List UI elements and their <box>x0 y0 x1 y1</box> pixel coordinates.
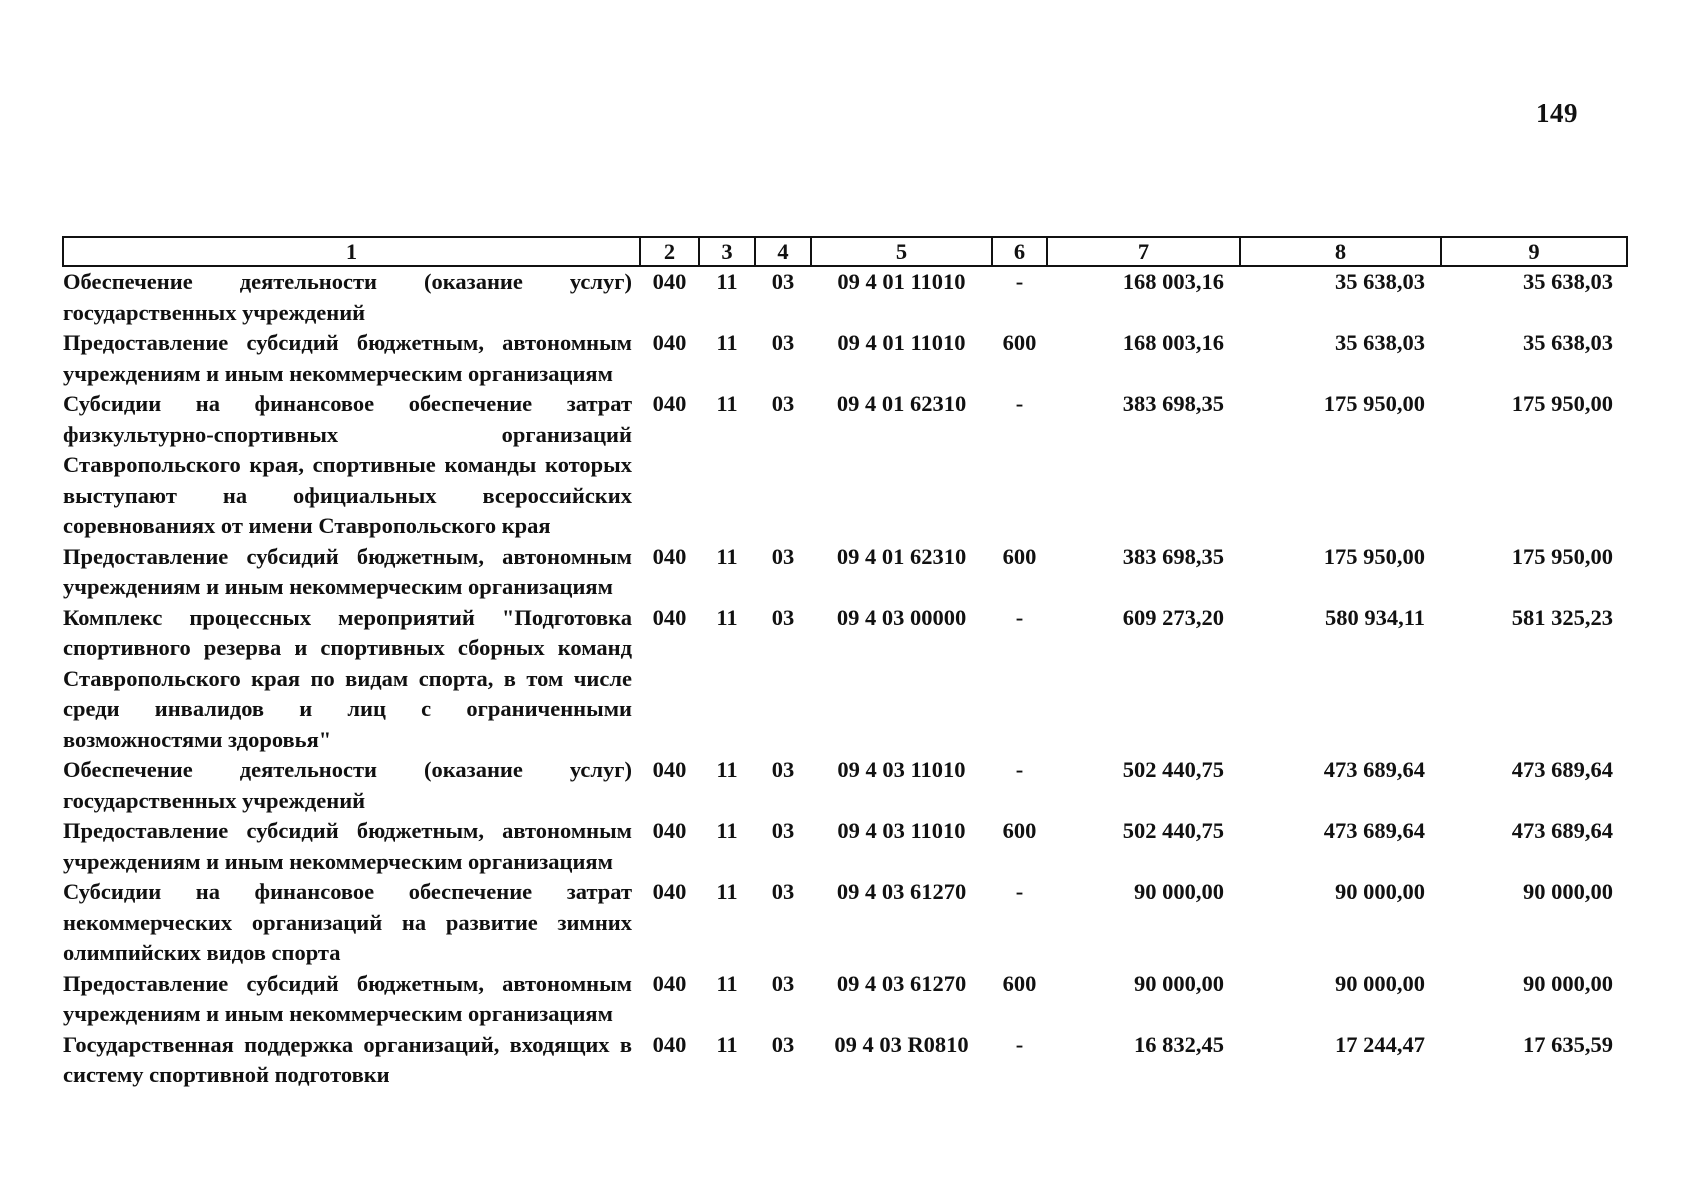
cell-col-2: 040 <box>652 879 687 904</box>
cell-col-3: 11 <box>716 330 738 355</box>
column-header: 8 <box>1240 237 1441 266</box>
cell-col-4: 03 <box>771 970 795 996</box>
cell-col-3: 11 <box>716 818 738 843</box>
table-row <box>63 328 1627 389</box>
cell-col-3: 11 <box>716 391 738 416</box>
column-header: 2 <box>640 237 699 266</box>
cell-col-9: 35 638,03 <box>1523 269 1613 294</box>
cell-col-9: 175 950,00 <box>1511 543 1613 569</box>
column-header: 6 <box>992 237 1047 266</box>
cell-col-6: 600 <box>1002 970 1037 996</box>
cell-col-4: 03 <box>771 604 795 630</box>
cell-col-6: 600 <box>1002 330 1037 355</box>
row-description: Субсидии на финансовое обеспечение затрат физкультурно-спортивных организаций Ставропольского края, спортивные команды которых выступают на официальных всероссийских соревнованиях от имени Ставропольского края <box>63 391 632 538</box>
cell-col-2: 040 <box>652 543 687 569</box>
row-description: Предоставление субсидий бюджетным, автономным учреждениям и иным некоммерческим организациям <box>63 543 632 599</box>
cell-col-5: 09 4 03 11010 <box>837 757 966 782</box>
cell-col-3: 11 <box>716 269 738 294</box>
cell-col-7: 383 698,35 <box>1122 391 1224 416</box>
cell-col-6: 600 <box>1002 543 1037 569</box>
cell-col-2: 040 <box>652 757 687 782</box>
cell-col-7: 168 003,16 <box>1122 269 1224 294</box>
row-description: Субсидии на финансовое обеспечение затрат некоммерческих организаций на развитие зимних олимпийских видов спорта <box>63 879 632 965</box>
cell-col-6: 600 <box>1002 818 1037 843</box>
cell-col-6: - <box>1015 391 1024 416</box>
row-description: Комплекс процессных мероприятий "Подготовка спортивного резерва и спортивных сборных команд Ставропольского края по видам спорта, в том числе среди инвалидов и лиц с ограниченными возможностями здоровья" <box>63 604 632 752</box>
table-row <box>63 1030 1627 1091</box>
cell-col-2: 040 <box>652 604 687 630</box>
cell-col-3: 11 <box>716 1031 738 1057</box>
column-header: 3 <box>699 237 755 266</box>
cell-col-6: - <box>1015 1031 1024 1057</box>
cell-col-2: 040 <box>652 269 687 294</box>
table-row <box>63 266 1627 328</box>
cell-col-8: 580 934,11 <box>1324 604 1425 630</box>
cell-col-7: 609 273,20 <box>1122 604 1224 630</box>
cell-col-9: 90 000,00 <box>1523 879 1613 904</box>
column-header: 1 <box>63 237 640 266</box>
cell-col-4: 03 <box>771 757 795 782</box>
cell-col-9: 473 689,64 <box>1511 818 1613 843</box>
cell-col-8: 473 689,64 <box>1323 757 1425 782</box>
cell-col-8: 35 638,03 <box>1335 269 1425 294</box>
cell-col-6: - <box>1015 757 1024 782</box>
row-description: Предоставление субсидий бюджетным, автономным учреждениям и иным некоммерческим организациям <box>63 970 632 1026</box>
table-row <box>63 969 1627 1030</box>
cell-col-4: 03 <box>771 269 795 294</box>
row-description: Обеспечение деятельности (оказание услуг) государственных учреждений <box>63 269 632 325</box>
cell-col-8: 90 000,00 <box>1335 879 1425 904</box>
column-header: 5 <box>811 237 992 266</box>
table-row <box>63 603 1627 756</box>
cell-col-7: 90 000,00 <box>1134 970 1224 996</box>
cell-col-5: 09 4 03 61270 <box>836 970 967 996</box>
column-header: 7 <box>1047 237 1240 266</box>
cell-col-2: 040 <box>652 818 687 843</box>
cell-col-6: - <box>1015 879 1024 904</box>
row-description: Государственная поддержка организаций, входящих в систему спортивной подготовки <box>63 1031 632 1087</box>
cell-col-8: 35 638,03 <box>1335 330 1425 355</box>
cell-col-4: 03 <box>771 879 795 904</box>
table-row <box>63 389 1627 542</box>
cell-col-9: 90 000,00 <box>1523 970 1613 996</box>
cell-col-6: - <box>1015 269 1024 294</box>
cell-col-5: 09 4 01 62310 <box>836 543 967 569</box>
cell-col-7: 383 698,35 <box>1122 543 1224 569</box>
cell-col-2: 040 <box>652 1031 687 1057</box>
cell-col-3: 11 <box>716 970 738 996</box>
cell-col-8: 175 950,00 <box>1323 391 1425 416</box>
header-row <box>63 237 1627 266</box>
cell-col-5: 09 4 03 61270 <box>836 879 967 904</box>
cell-col-3: 11 <box>716 543 738 569</box>
column-header: 9 <box>1441 237 1627 266</box>
cell-col-5: 09 4 01 62310 <box>836 391 967 416</box>
cell-col-3: 11 <box>716 604 738 630</box>
cell-col-9: 581 325,23 <box>1511 604 1613 630</box>
cell-col-8: 90 000,00 <box>1335 970 1425 996</box>
cell-col-7: 90 000,00 <box>1134 879 1224 904</box>
column-header: 4 <box>755 237 811 266</box>
table-row <box>63 755 1627 816</box>
cell-col-9: 175 950,00 <box>1511 391 1613 416</box>
cell-col-3: 11 <box>716 757 738 782</box>
cell-col-5: 09 4 01 11010 <box>837 330 966 355</box>
cell-col-4: 03 <box>771 1031 795 1057</box>
cell-col-8: 175 950,00 <box>1323 543 1425 569</box>
table-header <box>63 237 1627 266</box>
table-row <box>63 816 1627 877</box>
cell-col-3: 11 <box>716 879 738 904</box>
cell-col-9: 17 635,59 <box>1523 1031 1613 1057</box>
cell-col-7: 168 003,16 <box>1122 330 1224 355</box>
budget-table <box>62 236 1628 1091</box>
cell-col-6: - <box>1015 604 1024 630</box>
cell-col-5: 09 4 03 11010 <box>837 818 966 843</box>
table-row <box>63 542 1627 603</box>
table-row <box>63 877 1627 969</box>
cell-col-7: 16 832,45 <box>1134 1031 1224 1057</box>
cell-col-5: 09 4 01 11010 <box>837 269 966 294</box>
row-description: Предоставление субсидий бюджетным, автономным учреждениям и иным некоммерческим организациям <box>63 330 632 386</box>
table-body <box>63 266 1627 1091</box>
cell-col-4: 03 <box>771 543 795 569</box>
cell-col-9: 35 638,03 <box>1523 330 1613 355</box>
cell-col-4: 03 <box>771 818 795 843</box>
cell-col-2: 040 <box>652 330 687 355</box>
page-number: 149 <box>1536 98 1578 128</box>
cell-col-8: 473 689,64 <box>1323 818 1425 843</box>
cell-col-2: 040 <box>652 391 687 416</box>
row-description: Обеспечение деятельности (оказание услуг) государственных учреждений <box>63 757 632 813</box>
cell-col-5: 09 4 03 00000 <box>836 604 967 630</box>
cell-col-4: 03 <box>771 391 795 416</box>
cell-col-4: 03 <box>771 330 795 355</box>
cell-col-2: 040 <box>652 970 687 996</box>
cell-col-8: 17 244,47 <box>1335 1031 1425 1057</box>
cell-col-9: 473 689,64 <box>1511 757 1613 782</box>
row-description: Предоставление субсидий бюджетным, автономным учреждениям и иным некоммерческим организациям <box>63 818 632 874</box>
cell-col-7: 502 440,75 <box>1122 757 1224 782</box>
cell-col-7: 502 440,75 <box>1122 818 1224 843</box>
cell-col-5: 09 4 03 R0810 <box>834 1031 969 1057</box>
